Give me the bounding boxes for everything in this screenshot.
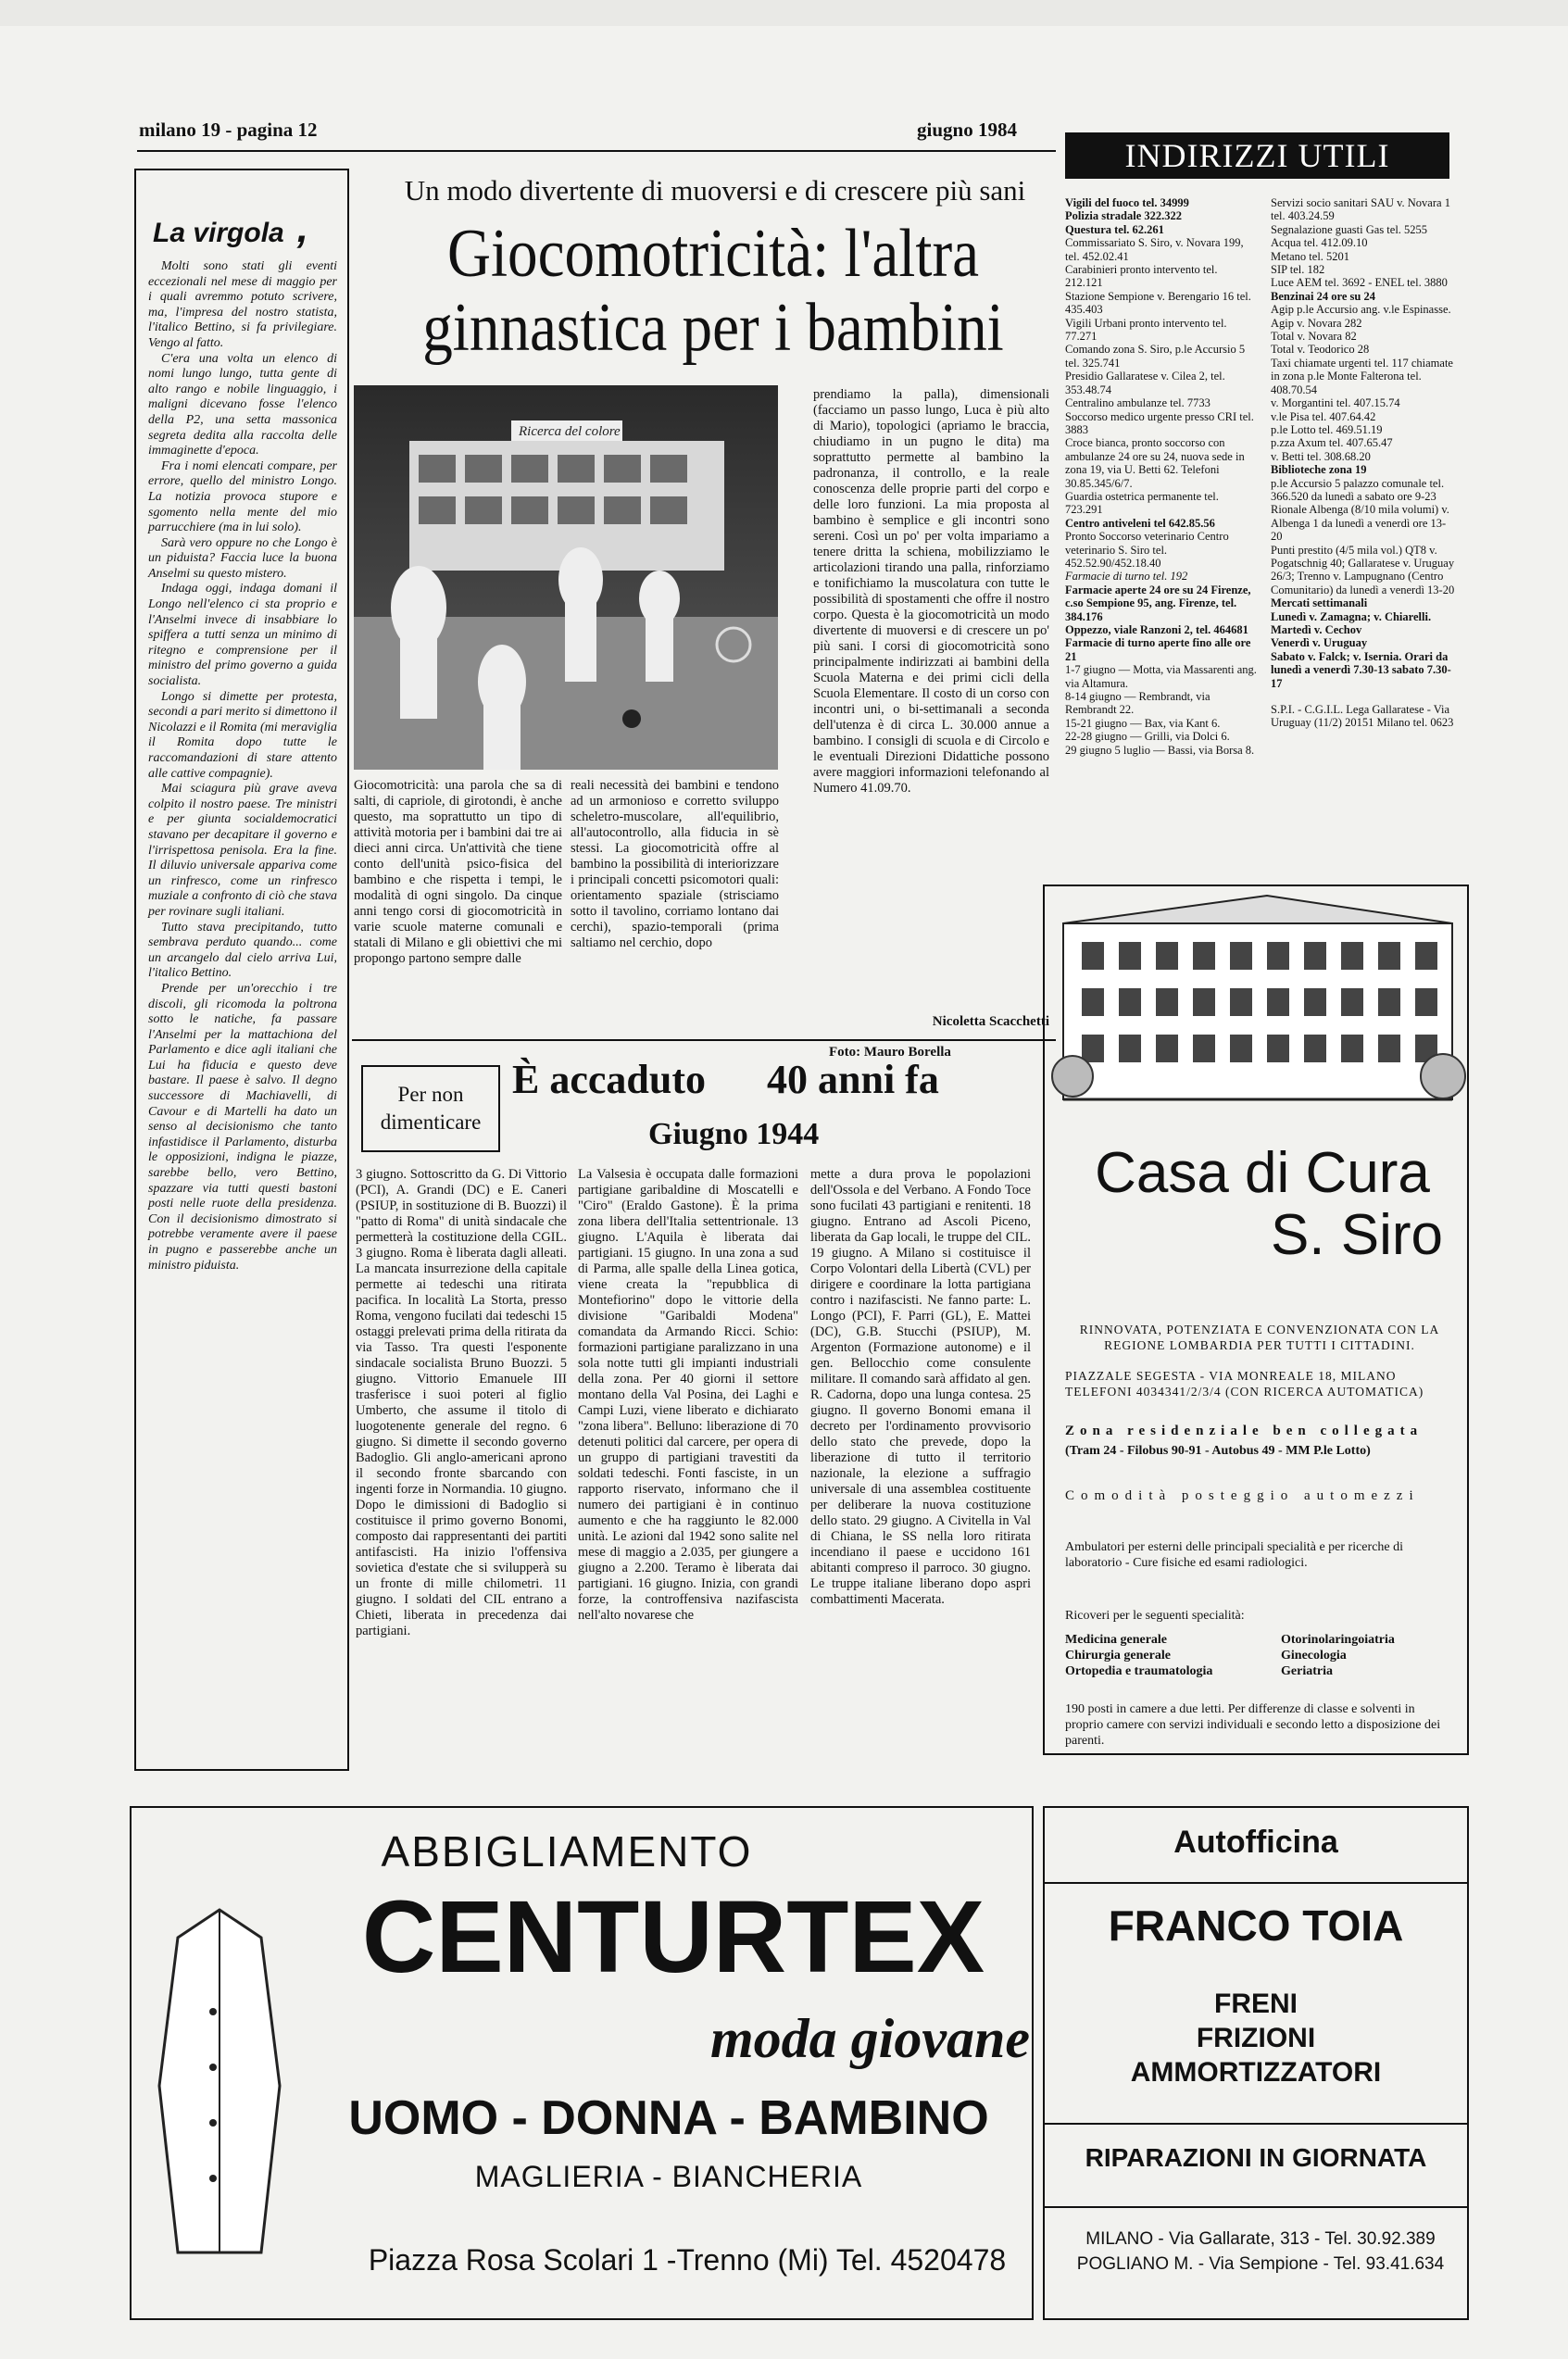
indirizzi-entry: 8-14 giugno — Rembrandt, via Rembrandt 22. (1065, 690, 1210, 717)
indirizzi-entry: Total v. Teodorico 28 (1271, 343, 1370, 357)
casa-line-2: PIAZZALE SEGESTA - VIA MONREALE 18, MILANO TELEFONI 4034341/2/3/4 (CON RICERCA AUTOMATICA) (1065, 1369, 1424, 1399)
virgola-paragraph: Molti sono stati gli eventi eccezionali nel mese di maggio per i quali avremmo potuto scrivere, ma, l'impresa del nostro statista, l'italico Bettino, si fa privilegiare. Vengo al fatto. (148, 259, 337, 350)
virgola-title-text: La virgola (153, 218, 284, 248)
accaduto-col-b: La Valsesia è occupata dalle formazioni partigiane garibaldine di Moscatelli e "Ciro" (Eraldo Gastone). È la prima zona libera dell'Italia settentrionale. 13 giugno. L'Aquila è liberata dai partigiani. 15 giugno. In una zona a sud di Parma, alle spalle della Linea gotica, viene creata la "repubblica di Montefiorino" dopo le vittorie della divisione "Garibaldi Modena" comandata da Armando Ricci. Schio: formazioni partigiane paralizzano in una sola notte tutti gli impianti industriali della zona. Per 40 giorni il settore montano della Val Posina, dei Laghi e Campi Luzi, viene liberato e dichiarato "zona libera". Belluno: liberazione di 70 detenuti politici dal carcere, per opera di un gruppo di partigiani travestiti da soldati tedeschi. Fonti fasciste, in un rapporto riservato, informano che il numero dei partigiani è in continuo aumento e che ha raggiunto le 82.000 unità. Le azioni dal 1942 sono salite nel mese di maggio a 2.035, per giungere a giugno a 2.200. Teramo è liberata dai partigiani. 16 giugno. Inizia, con grandi forze, la controffensiva nazifascista nell'alto novarese che (578, 1167, 798, 1623)
indirizzi-entry: Segnalazione guasti Gas tel. 5255 (1271, 222, 1428, 236)
centurtex-line-5: MAGLIERIA - BIANCHERIA (474, 2160, 863, 2193)
accaduto-col-a: 3 giugno. Sottoscritto da G. Di Vittorio (PCI), A. Grandi (DC) e E. Caneri (PSIUP, in sostituzione di B. Buozzi) il "patto di Roma" di unità sindacale che permetterà la costituzione della CGIL. 3 giugno. Roma è liberata dagli alleati. La mancata insurrezione della capitale permette ai tedeschi una ritirata pacifica. In località La Storta, presso Roma, vengono fucilati dai tedeschi 15 ostaggi prelevati prima della ritirata da via Tasso. Tra questi l'esponente sindacale socialista Bruno Buozzi. 5 giugno. Vittorio Emanuele III trasferisce i suoi poteri al figlio Umberto, che assume il titolo di luogotenente generale del regno. 6 giugno. Si dimette il secondo governo Badoglio. Gli anglo-americani aprono il secondo fronte sbarcando con ingenti forze in Normandia. 10 giugno. Dopo le dimissioni di Badoglio si costituisce il primo governo Bonomi, composto dai rappresentanti dei partiti antifascisti. Ha inizio l'offensiva sovietica d'estate che si svilupperà su un fronte di mille chilometri. 11 giugno. I soldati del CIL entrano a Chieti, liberata in precedenza dai partigiani. (356, 1167, 567, 1638)
toia-line-6: RIPARAZIONI IN GIORNATA (1085, 2143, 1427, 2172)
accaduto-col-c: mette a dura prova le popolazioni dell'Ossola e del Verbano. A Fondo Toce sono fucilati 43 partigiani e renitenti. 18 giugno. Entrano ad Ascoli Piceno, liberata da Gap locali, le truppe del CIL. 19 giugno. A Milano si costituisce il Corpo Volontari della Libertà (CVL) per dirigere e coordinare la lotta partigiana contro i nazifascisti. Ne fanno parte: L. Longo (PCI), F. Parri (GL), E. Mattei (DC), G.B. Stucchi (PSIUP), M. Argenton (Formazione autonome) e il gen. Bellocchio come consulente militare. Il comando sarà affidato al gen. R. Cadorna, dopo una lunga contesa. 25 giugno. Il governo Bonomi emana il decreto per l'ordinamento provvisorio dello stato che prevede, dopo la liberazione di tutto il territorio nazionale, la elezione a suffragio universale di una assemblea costituente per deliberare la nuova costituzione dello stato. 29 giugno. A Civitella in Val di Chiana, le SS nella loro ritirata incendiano il paese e uccidono 161 abitanti compreso il parroco. 30 giugno. Le truppe italiane liberano dopo aspri combattimenti Macerata. (810, 1167, 1031, 1607)
virgola-paragraph: Indaga oggi, indaga domani il Longo nell'elenco ci sta proprio e l'Anselmi invece di insabbiare lo spiffera a tutti senza un minimo di ritegno e comprensione per il ministro del primo governo a guida socialista. (148, 582, 337, 689)
indirizzi-entry: 29 giugno 5 luglio — Bassi, via Borsa 8. (1065, 743, 1255, 757)
indirizzi-entry: p.le Accursio 5 palazzo comunale tel. 366.520 da lunedì a sabato ore 9-23 (1271, 476, 1445, 503)
issue-date: giugno 1984 (917, 119, 1017, 141)
virgola-paragraph: Mai sciagura più grave aveva colpito il nostro paese. Tre ministri e per giunta socialdemocratici stavano per decapitare il governo e l'irrispettosa penisola. Era la fine. Il diluvio universale appariva come un rinfresco, come un rinfresco muziale a confronto di ciò che stava per rovinare sugli italiani. (148, 782, 337, 919)
article-divider (352, 1039, 1056, 1041)
indirizzi-banner-text: INDIRIZZI UTILI (1124, 137, 1390, 174)
accaduto-years: 40 anni fa (767, 1057, 939, 1102)
centurtex-line-2: CENTURTEX (361, 1880, 985, 1994)
building-illustration (1045, 886, 1467, 1127)
photo-credit: Foto: Mauro Borella (829, 1045, 951, 1060)
toia-rule-3 (1045, 2206, 1467, 2208)
centurtex-line-6: Piazza Rosa Scolari 1 -Trenno (Mi) Tel. 4520478 (368, 2243, 1007, 2277)
indirizzi-entry: Commissariato S. Siro, v. Novara 199, tel. 452.02.41 (1065, 236, 1244, 263)
casa-zona: Zona residenziale ben collegata (1065, 1424, 1424, 1438)
centurtex-line-4: UOMO - DONNA - BAMBINO (348, 2091, 989, 2145)
indirizzi-entry: Stazione Sempione v. Berengario 16 tel. 435.403 (1065, 289, 1251, 317)
toia-line-8: POGLIANO M. - Via Sempione - Tel. 93.41.634 (1076, 2254, 1445, 2274)
toia-line-2: FRANCO TOIA (1108, 1901, 1404, 1950)
article-col-c: prendiamo la palla), dimensionali (facciamo un passo lungo, Luca è più alto di Mario), topologici (apriamo le braccia, chiudiamo in un pugno le dita) ma soprattutto permette al bambino la padronanza, il controllo, e la reale conoscenza delle proprie parti del corpo e delle loro funzioni. La mia proposta al bambino è semplice e gli incontri sono sereni. Così un po' per volta impariamo a tenere dritta la schiena, mobilizziamo le articolazioni tirando una palla, rinforziamo e tonifichiamo la muscolatura con tutte le possibilità di spostamenti che offre il nostro corpo. Questa è la giocomotricità un modo divertente di muoversi e di crescere un po' più sani. I corsi di giocomotricità sono principalmente indirizzati ai bambini della Scuola Materna e dei primi cicli della Scuola Elementare. Il costo di un corso con incontri uni, o bi-settimanali a seconda dell'utenza è di circa L. 30.000 annue a bambino. I consigli di scuola e di Circolo e le eventuali Direzioni Didattiche possono avere maggiori informazioni telefonando al Numero 41.09.70. (813, 387, 1049, 796)
casa-title-2: S. Siro (1270, 1203, 1443, 1267)
casa-specialty: Medicina generale (1065, 1633, 1168, 1647)
indirizzi-entry: Guardia ostetrica permanente tel. 723.291 (1065, 489, 1219, 517)
photo-sign-text: Ricerca del colore (519, 424, 621, 439)
casa-comodita: Comodità posteggio automezzi (1065, 1488, 1420, 1503)
toia-rule-1 (1045, 1882, 1467, 1884)
indirizzi-entry: v.le Pisa tel. 407.64.42 (1271, 409, 1376, 423)
page-folio: milano 19 - pagina 12 (139, 119, 318, 141)
casa-ricoveri: Ricoveri per le seguenti specialità: (1065, 1609, 1245, 1623)
casa-posti: 190 posti in camere a due letti. Per differenze di classe e solventi in proprio camere con servizi individuali e secondo letto a disposizione dei parenti. (1065, 1702, 1441, 1748)
indirizzi-entry: Rionale Albenga (8/10 mila volumi) v. Albenga 1 da lunedì a venerdì ore 13-20 (1271, 503, 1449, 544)
indirizzi-entry: SIP tel. 182 (1271, 263, 1325, 277)
virgola-body (148, 259, 337, 1274)
toia-rule-2 (1045, 2123, 1467, 2125)
article-headline-2: ginnastica per i bambini (422, 290, 1004, 366)
article-author: Nicoletta Scacchetti (932, 1014, 1049, 1029)
indirizzi-entry: Centro antiveleni tel 642.85.56 (1065, 516, 1215, 530)
indirizzi-entry: Acqua tel. 412.09.10 (1271, 236, 1368, 250)
toia-line-5: AMMORTIZZATORI (1130, 2057, 1382, 2088)
casa-specialty: Geriatria (1281, 1664, 1333, 1678)
indirizzi-entry: 22-28 giugno — Grilli, via Dolci 6. (1065, 730, 1230, 744)
virgola-paragraph: Longo si dimette per protesta, secondi a pari merito si dimettono il Nicolazzi e il Romita (mi meraviglia il Romita dopo tutte le raccomandazioni di stare attento alle cattive compagnie). (148, 689, 337, 781)
indirizzi-entry: Oppezzo, viale Ranzoni 2, tel. 464681 (1065, 623, 1248, 636)
per-non-dimenticare-box (361, 1065, 500, 1152)
virgola-title: La virgola , (153, 206, 308, 251)
indirizzi-entry: Agip p.le Accursio ang. v.le Espinasse. (1271, 303, 1451, 317)
indirizzi-entry: Sabato v. Falck; v. Isernia. Orari da lunedì a venerdì 7.30-13 sabato 7.30-17 (1271, 649, 1451, 690)
indirizzi-entry: p.le Lotto tel. 469.51.19 (1271, 422, 1383, 436)
indirizzi-entry: Biblioteche zona 19 (1271, 463, 1367, 477)
indirizzi-entry: Total v. Novara 82 (1271, 330, 1357, 344)
indirizzi-entry: Vigili del fuoco tel. 34999 (1065, 196, 1189, 209)
centurtex-line-1: ABBIGLIAMENTO (381, 1827, 753, 1876)
indirizzi-entry: Venerdì v. Uruguay (1271, 636, 1368, 650)
indirizzi-entry: Questura tel. 62.261 (1065, 222, 1164, 236)
indirizzi-entry: S.P.I. - C.G.I.L. Lega Gallaratese - Via Uruguay (11/2) 20151 Milano tel. 0623 (1271, 703, 1454, 730)
indirizzi-entry: Presidio Gallaratese v. Cilea 2, tel. 353.48.74 (1065, 370, 1225, 396)
indirizzi-entry: Soccorso medico urgente presso CRI tel. 3883 (1065, 409, 1254, 436)
casa-spec-b (1281, 1632, 1466, 1679)
toia-line-7: MILANO - Via Gallarate, 313 - Tel. 30.92.389 (1085, 2229, 1436, 2249)
indirizzi-entry: Pronto Soccorso veterinario Centro veterinario S. Siro tel. 452.52.90/452.18.40 (1065, 530, 1229, 570)
indirizzi-entry: Mercati settimanali (1271, 596, 1368, 610)
article-col-b: reali necessità dei bambini e tendono ad un armonioso e corretto sviluppo scheletro-muscolare, all'equilibrio, all'autocontrollo, alla fiducia in sè stessi. La giocomotricità offre al bambino la possibilità di interiorizzare i principali concetti psicomotori quali: orientamento spaziale (strisciamo sotto il tavolino, corriamo lontano dai cerchi), spazio-temporali (prima saltiamo nel cerchio, dopo (571, 778, 779, 950)
indirizzi-entry: Croce bianca, pronto soccorso con ambulanze 24 ore su 24, nuova sede in zona 19, via U. Betti 62. Telefoni 30.85.345/6/7. (1065, 436, 1245, 490)
photo-svg (354, 385, 778, 770)
casa-specialty: Ginecologia (1281, 1649, 1347, 1663)
centurtex-line-3: moda giovane (710, 2008, 1030, 2069)
accaduto-subtitle: Giugno 1944 (648, 1117, 820, 1151)
indirizzi-entry: Vigili Urbani pronto intervento tel. 77.271 (1065, 316, 1227, 344)
indirizzi-entry: Luce AEM tel. 3692 - ENEL tel. 3880 (1271, 276, 1448, 290)
article-headline-1: Giocomotricità: l'altra (446, 216, 980, 292)
indirizzi-entry: Farmacie di turno tel. 192 (1065, 570, 1188, 583)
casa-trasporti: (Tram 24 - Filobus 90-91 - Autobus 49 - MM P.le Lotto) (1065, 1444, 1371, 1458)
indirizzi-entry: Martedì v. Cechov (1271, 623, 1362, 636)
indirizzi-entry: Carabinieri pronto intervento tel. 212.121 (1065, 263, 1218, 290)
indirizzi-entry: Punti prestito (4/5 mila vol.) QT8 v. Pogatschnig 40; Gallaratese v. Uruguay 26/3; Trenno v. Lampugnano (Centro Comunitario) da lunedì a venerdì 13-20 (1271, 543, 1455, 596)
casa-specialty: Otorinolaringoiatria (1281, 1633, 1395, 1647)
casa-spec-a (1065, 1632, 1260, 1679)
indirizzi-banner (1065, 132, 1449, 179)
franco-toia-ad (1043, 1806, 1469, 2320)
indirizzi-entry: Lunedì v. Zamagna; v. Chiarelli. (1271, 609, 1432, 623)
indirizzi-entry: 15-21 giugno — Bax, via Kant 6. (1065, 716, 1221, 730)
virgola-paragraph: C'era una volta un elenco di nomi lungo lungo, tutta gente di alto rango e nobile linguaggio, i maligni dicevano fosse l'elenco della P2, una setta massonica segreta dedita alla raccolta delle immaginette d'epoca. (148, 351, 337, 458)
header-rule (137, 150, 1056, 152)
indirizzi-entry: Centralino ambulanze tel. 7733 (1065, 396, 1210, 410)
toia-line-4: FRIZIONI (1196, 2023, 1316, 2053)
indirizzi-entry: v. Morgantini tel. 407.15.74 (1271, 396, 1400, 410)
indirizzi-col-a (1065, 196, 1258, 757)
indirizzi-entry: Servizi socio sanitari SAU v. Novara 1 tel. 403.24.59 (1271, 196, 1450, 223)
indirizzi-entry: v. Betti tel. 308.68.20 (1271, 449, 1371, 463)
indirizzi-entry: Farmacie di turno aperte fino alle ore 21 (1065, 636, 1251, 663)
virgola-paragraph: Tutto stava precipitando, tutto sembrava perduto quando... come un arcangelo dal cielo arriva Lui, l'italico Bettino. (148, 920, 337, 981)
indirizzi-entry: Benzinai 24 ore su 24 (1271, 289, 1375, 303)
casa-line-1: RINNOVATA, POTENZIATA E CONVENZIONATA CON LA REGIONE LOMBARDIA PER TUTTI I CITTADINI. (1079, 1323, 1440, 1352)
indirizzi-entry: Taxi chiamate urgenti tel. 117 chiamate in zona p.le Monte Falterona tel. 408.70.54 (1271, 356, 1453, 396)
virgola-paragraph: Fra i nomi elencati compare, per errore, quello del ministro Longo. La notizia provoca stupore e sgomento nella mente del mio parrucchiere (ma in lui solo). (148, 458, 337, 535)
indirizzi-entry: 1-7 giugno — Motta, via Massarenti ang. via Altamura. (1065, 663, 1257, 690)
toia-line-1: Autofficina (1173, 1825, 1338, 1860)
indirizzi-entry: Agip v. Novara 282 (1271, 316, 1362, 330)
per-non-dimenticare-label: Per non dimenticare (380, 1083, 482, 1134)
casa-specialty: Ortopedia e traumatologia (1065, 1664, 1213, 1678)
indirizzi-entry: Farmacie aperte 24 ore su 24 Firenze, c.so Sempione 95, ang. Firenze, tel. 384.176 (1065, 583, 1251, 623)
children-photo (354, 385, 778, 770)
indirizzi-entry: Polizia stradale 322.322 (1065, 209, 1183, 223)
virgola-paragraph: Sarà vero oppure no che Longo è un piduista? Faccia luce la buona Anselmi su questo mistero. (148, 535, 337, 581)
page-edge (0, 0, 1568, 26)
indirizzi-entry: Comando zona S. Siro, p.le Accursio 5 tel. 325.741 (1065, 343, 1246, 370)
casa-ambulatori: Ambulatori per esterni delle principali specialità e per ricerche di laboratorio - Cure fisiche ed esami radiologici. (1065, 1540, 1404, 1570)
accaduto-title: È accaduto (512, 1057, 706, 1102)
centurtex-ad (130, 1806, 1034, 2320)
casa-di-cura-ad (1043, 885, 1469, 1755)
jacket-illustration (150, 1901, 289, 2271)
casa-title-1: Casa di Cura (1095, 1141, 1430, 1205)
indirizzi-entry: Metano tel. 5201 (1271, 249, 1350, 263)
indirizzi-entry: p.zza Axum tel. 407.65.47 (1271, 436, 1393, 450)
article-kicker: Un modo divertente di muoversi e di crescere più sani (404, 174, 1026, 207)
virgola-paragraph: Prende per un'orecchio i tre discoli, gli ricomoda la poltrona sotto le natiche, fa passare l'Anselmi per la mattachiona del Parlamento e dice agli italiani che Lui ha fiducia e questo deve bastare. Il paese è salvo. Il degno successore di Machiavelli, di Cavour e di Martelli ha dato un senso al decisionismo che tanto infastidisce il Parlamento, disturba le opposizioni, indigna le piazze, sarebbe bello, vero Bettino, spazzare via tutti questi bastoni posti nelle ruote della presidenza. Con il decisionismo dimostrato si potrebbe veramente avere il paese in pugno e passerebbe anche un ministro piduista. (148, 981, 337, 1273)
toia-line-3: FRENI (1214, 1989, 1298, 2019)
casa-specialty: Chirurgia generale (1065, 1649, 1171, 1663)
article-col-a: Giocomotricità: una parola che sa di salti, di capriole, di girotondi, è anche questo, ma soprattutto un tipo di attività motoria per i bambini dai tre ai dieci anni circa. Un'attività che tiene conto dell'unità psico-fisica del bambino e che rispetta i tempi, le modalità di ogni singolo. Da cinque anni tengo corsi di giocomotricità in varie scuole materne comunali e statali di Milano e gli obiettivi che mi propongo partono sempre dalle (354, 778, 562, 966)
indirizzi-col-b (1271, 196, 1456, 730)
